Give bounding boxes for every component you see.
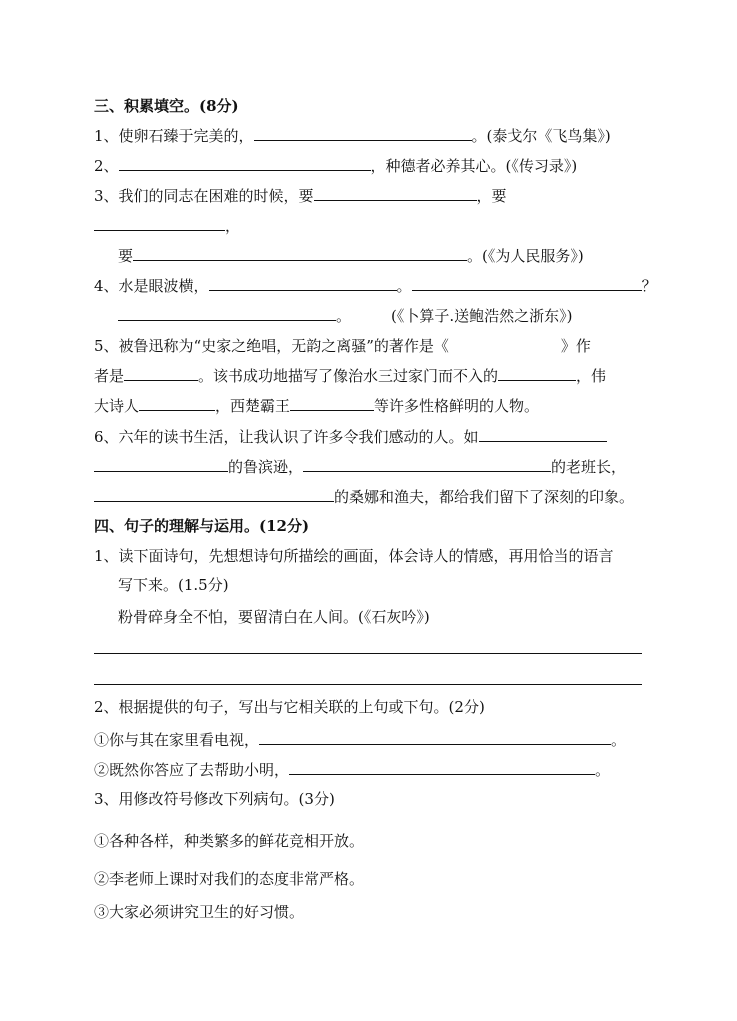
q3-3-prefix: 3、我们的同志在困难的时候，要	[94, 187, 314, 205]
q4-2-item1-suffix: 。	[611, 731, 627, 749]
q4-2-item-2	[94, 758, 610, 782]
q3-6-line3-suffix: 的桑娜和渔夫，都给我们留下了深刻的印象。	[334, 488, 635, 506]
q3-6-line-1	[94, 425, 607, 449]
q3-5-line1-suffix: 》作	[560, 337, 591, 355]
q3-5-line1-prefix: 5、被鲁迅称为“史家之绝唱，无韵之离骚”的著作是《	[94, 337, 449, 355]
q4-2-instruction: 2、根据提供的句子，写出与它相关联的上句或下句。(2分)	[94, 698, 485, 716]
q3-5-line3-prefix: 大诗人	[94, 397, 140, 415]
q3-3-blank-2[interactable]	[94, 214, 225, 231]
q3-6-line-2	[94, 455, 626, 479]
q4-1-answer-line-1[interactable]	[94, 653, 642, 654]
q4-1-line-2: 写下来。(1.5分)	[118, 576, 229, 594]
q3-4-blank-2[interactable]	[412, 274, 642, 291]
q3-6-line-3	[94, 485, 634, 509]
q3-4-source: (《卜算子.送鲍浩然之浙东》)	[391, 307, 573, 325]
q4-2-item1-prefix: ①你与其在家里看电视，	[94, 731, 260, 749]
q3-6-line2-suffix: 的老班长，	[551, 458, 627, 476]
section-3-heading: 三、积累填空。(8分)	[94, 97, 239, 115]
q3-4-question: ？	[641, 277, 657, 295]
q3-6-blank-3[interactable]	[303, 455, 551, 472]
q3-5-line2-mid: 。该书成功地描写了像治水三过家门而不入的	[198, 367, 499, 385]
q3-5-author-blank[interactable]	[124, 364, 198, 381]
q4-2-item-1	[94, 728, 626, 752]
q3-5-line-3	[94, 394, 539, 418]
q3-3-cont-suffix: 。(《为人民服务》)	[467, 247, 584, 265]
q4-3-item: ②李老师上课时对我们的态度非常严格。	[94, 870, 365, 888]
q4-2-item2-suffix: 。	[595, 761, 611, 779]
q3-6-blank-2[interactable]	[94, 455, 228, 472]
q3-5-line2-prefix: 者是	[94, 367, 125, 385]
q3-2-line	[94, 154, 577, 178]
q3-3-line-2	[94, 214, 240, 238]
q3-1-suffix: 。(泰戈尔《飞鸟集》)	[471, 127, 611, 145]
q3-4-period: 。	[336, 307, 352, 325]
q3-5-figure-blank-1[interactable]	[498, 364, 576, 381]
q3-3-line	[94, 184, 507, 208]
q4-1-line-1: 1、读下面诗句，先想想诗句所描绘的画面，体会诗人的情感，再用恰当的语言	[94, 547, 614, 565]
q3-5-overlord-blank[interactable]	[290, 394, 374, 411]
q3-5-line3-suffix: 等许多性格鲜明的人物。	[374, 397, 540, 415]
q3-3-line-3	[118, 244, 584, 268]
q4-1-answer-line-2[interactable]	[94, 684, 642, 685]
q4-3-instruction: 3、用修改符号修改下列病句。(3分)	[94, 790, 335, 808]
q3-3-comma: ，	[225, 217, 241, 235]
q3-4-line-2	[118, 304, 573, 328]
q3-5-poet-blank[interactable]	[139, 394, 215, 411]
q3-2-suffix: ，种德者必养其心。(《传习录》)	[370, 157, 578, 175]
q3-4-mid: 。	[396, 277, 412, 295]
q3-6-blank-4[interactable]	[94, 485, 334, 502]
q4-1-poem: 粉骨碎身全不怕，要留清白在人间。(《石灰吟》)	[118, 608, 430, 626]
q3-4-blank-3[interactable]	[118, 304, 336, 321]
q3-4-prefix: 4、水是眼波横，	[94, 277, 209, 295]
q3-3-blank-3[interactable]	[133, 244, 467, 261]
q3-1-line	[94, 124, 611, 148]
q3-2-blank[interactable]	[119, 154, 371, 171]
q3-5-line2-suffix: ，伟	[576, 367, 607, 385]
q3-6-line1-prefix: 6、六年的读书生活，让我认识了许多令我们感动的人。如	[94, 428, 479, 446]
q4-2-item2-blank[interactable]	[289, 758, 595, 775]
q4-2-item2-prefix: ②既然你答应了去帮助小明，	[94, 761, 290, 779]
q4-2-item1-blank[interactable]	[259, 728, 611, 745]
q3-5-line3-mid: ，西楚霸王	[215, 397, 291, 415]
q3-2-prefix: 2、	[94, 157, 119, 175]
q3-1-blank[interactable]	[254, 124, 472, 141]
q3-6-blank-1[interactable]	[479, 425, 607, 442]
q3-4-line	[94, 274, 657, 298]
q3-3-blank-1[interactable]	[314, 184, 477, 201]
q4-3-item: ③大家必须讲究卫生的好习惯。	[94, 903, 305, 921]
q3-3-mid: ，要	[476, 187, 507, 205]
q4-3-item: ①各种各样，种类繁多的鲜花竞相开放。	[94, 832, 365, 850]
q3-4-blank-1[interactable]	[209, 274, 397, 291]
q3-5-line-2	[94, 364, 606, 388]
q3-3-cont-prefix: 要	[118, 247, 134, 265]
q3-6-line2-mid: 的鲁滨逊，	[228, 458, 304, 476]
q3-1-prefix: 1、使卵石臻于完美的，	[94, 127, 254, 145]
section-4-heading: 四、句子的理解与运用。(12分)	[94, 517, 310, 535]
q3-5-line-1	[94, 334, 591, 358]
